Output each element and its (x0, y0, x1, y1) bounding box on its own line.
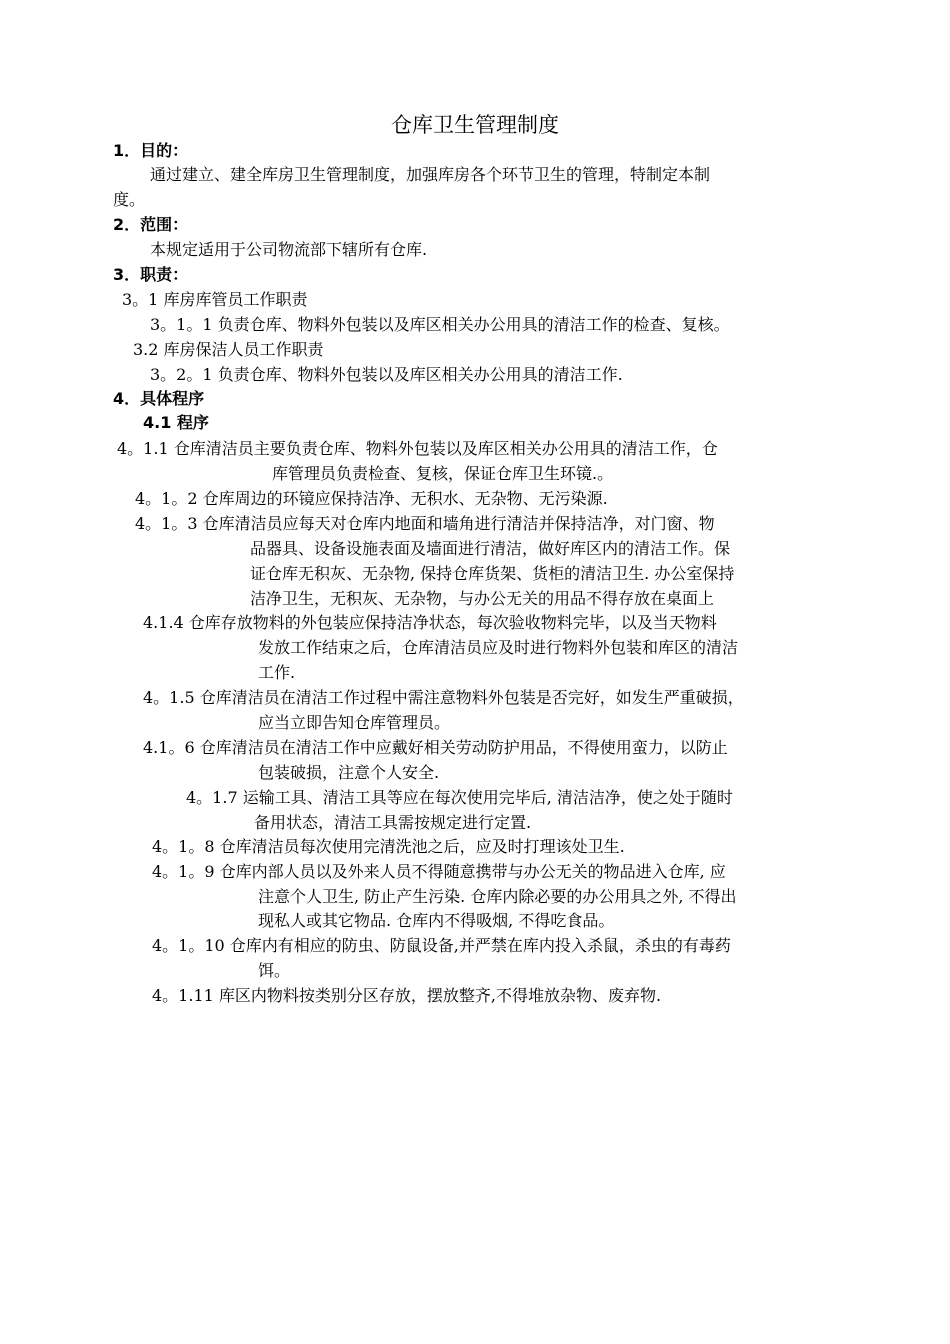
procedure-item-line: 库管理员负责检查、复核，保证仓库卫生环镜.。 (272, 464, 614, 483)
document-title: 仓库卫生管理制度 (391, 113, 559, 137)
duties-sub1-1: 3。1。1 负责仓库、物料外包装以及库区相关办公用具的清洁工作的检查、复核。 (150, 315, 730, 334)
procedure-item-line: 应当立即告知仓库管理员。 (258, 713, 451, 732)
procedure-item-line: 4。1。3 仓库清洁员应每天对仓库内地面和墙角进行清洁并保持洁净，对门窗、物 (135, 514, 715, 533)
duties-heading: 3．职责： (113, 265, 189, 284)
procedure-item-line: 4。1。8 仓库清洁员每次使用完清洗池之后，应及时打理该处卫生. (152, 837, 625, 856)
scope-body: 本规定适用于公司物流部下辖所有仓库. (150, 240, 428, 259)
procedure-heading: 4．具体程序 (113, 389, 205, 408)
procedure-item-line: 4。1.7 运输工具、清洁工具等应在每次使用完毕后, 清洁洁净，使之处于随时 (186, 788, 733, 807)
procedure-item-line: 工作. (258, 663, 296, 682)
procedure-item-line: 4。1。2 仓库周边的环镜应保持洁净、无积水、无杂物、无污染源. (135, 489, 608, 508)
procedure-item-line: 饵。 (258, 961, 291, 980)
procedure-item-line: 4。1.5 仓库清洁员在清洁工作过程中需注意物料外包装是否完好，如发生严重破损， (143, 688, 744, 707)
procedure-item-line: 品器具、设备设施表面及墙面进行清洁，做好库区内的清洁工作。保 (250, 539, 731, 558)
procedure-item-line: 备用状态，清洁工具需按规定进行定置. (254, 813, 532, 832)
procedure-item-line: 4。1。9 仓库内部人员以及外来人员不得随意携带与办公无关的物品进入仓库, 应 (152, 862, 726, 881)
purpose-heading: 1．目的： (113, 141, 189, 160)
purpose-body-line2: 度。 (113, 190, 146, 209)
procedure-item-line: 洁净卫生，无积灰、无杂物，与办公无关的用品不得存放在桌面上 (250, 589, 715, 608)
procedure-item-line: 4。1.1 仓库清洁员主要负责仓库、物料外包装以及库区相关办公用具的清洁工作，仓 (117, 439, 718, 458)
duties-sub2: 3.2 库房保洁人员工作职责 (133, 340, 324, 359)
procedure-sub: 4.1 程序 (143, 413, 209, 432)
procedure-item-line: 现私人或其它物品. 仓库内不得吸烟, 不得吃食品。 (258, 911, 615, 930)
procedure-item-line: 包装破损，注意个人安全. (258, 763, 440, 782)
procedure-item-line: 证仓库无积灰、无杂物, 保持仓库货架、货柜的清洁卫生. 办公室保持 (250, 564, 735, 583)
procedure-item-line: 发放工作结束之后，仓库清洁员应及时进行物料外包装和库区的清洁 (258, 638, 739, 657)
procedure-item-line: 4。1.11 库区内物料按类别分区存放，摆放整齐,不得堆放杂物、废弃物. (152, 986, 662, 1005)
scope-heading: 2．范围： (113, 215, 189, 234)
purpose-body-line1: 通过建立、建全库房卫生管理制度，加强库房各个环节卫生的管理，特制定本制 (150, 165, 711, 184)
procedure-item-line: 注意个人卫生, 防止产生污染. 仓库内除必要的办公用具之外, 不得出 (258, 887, 737, 906)
procedure-item-line: 4。1。10 仓库内有相应的防虫、防鼠设备,并严禁在库内投入杀鼠，杀虫的有毒药 (152, 936, 731, 955)
procedure-item-line: 4.1。6 仓库清洁员在清洁工作中应戴好相关劳动防护用品，不得使用蛮力，以防止 (143, 738, 728, 757)
procedure-item-line: 4.1.4 仓库存放物料的外包装应保持洁净状态，每次验收物料完毕，以及当天物料 (143, 613, 717, 632)
duties-sub1: 3。1 库房库管员工作职责 (122, 290, 308, 309)
duties-sub2-1: 3。2。1 负责仓库、物料外包装以及库区相关办公用具的清洁工作. (150, 365, 623, 384)
